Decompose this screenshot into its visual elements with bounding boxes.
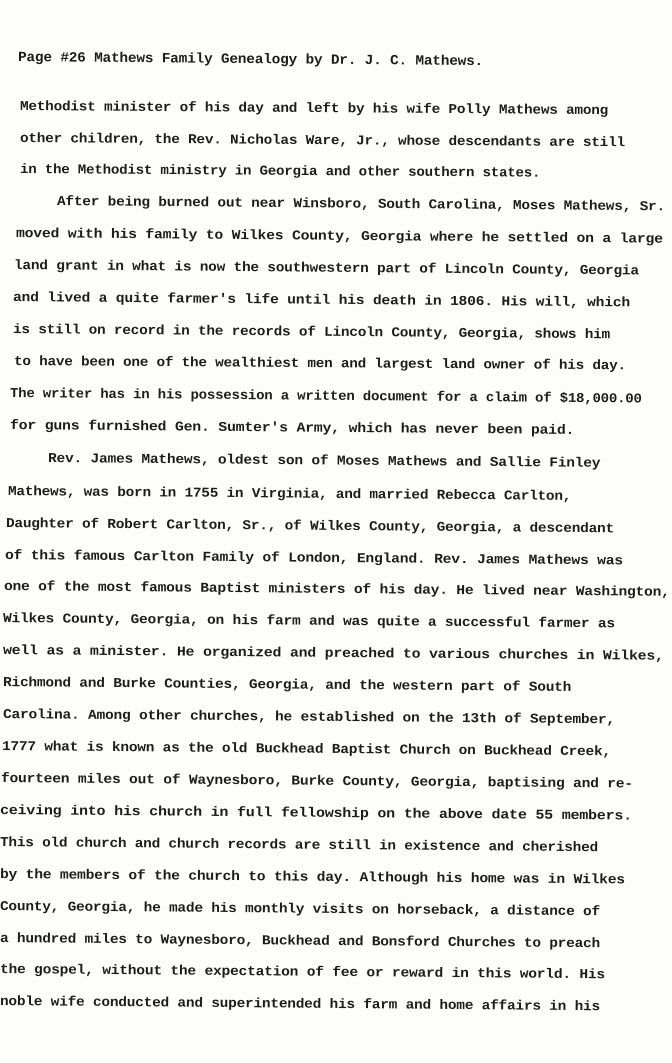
text-line: one of the most famous Baptist ministers of his day. He lived near Washington, [3, 580, 670, 601]
text-line: moved with his family to Wilkes County, Georgia where he settled on a large [15, 227, 663, 248]
text-line: a hundred miles to Waynesboro, Buckhead and Bonsford Churches to preach [0, 932, 601, 953]
text-line: is still on record in the records of Lincoln County, Georgia, shows him [12, 323, 611, 344]
text-line: for guns furnished Gen. Sumter's Army, which has never been paid. [9, 419, 575, 439]
text-line: noble wife conducted and superintended his farm and home affairs in his [0, 995, 601, 1016]
text-line: ceiving into his church in full fellowship on the above date 55 members. [0, 804, 633, 825]
text-line: Richmond and Burke Counties, Georgia, and the western part of South [2, 676, 572, 696]
text-line: by the members of the church to this day. Although his home was in Wilkes [0, 868, 625, 889]
text-line: in the Methodist ministry in Georgia and other southern states. [19, 163, 541, 182]
text-line: and lived a quite farmer's life until his death in 1806. His will, which [12, 291, 630, 312]
page-header: Page #26 Mathews Family Genealogy by Dr. J. C. Mathews. [17, 50, 484, 71]
text-line: land grant in what is now the southwestern part of Lincoln County, Georgia [13, 259, 639, 280]
text-line: County, Georgia, he made his monthly visits on horseback, a distance of [0, 900, 601, 921]
text-line: Daughter of Robert Carlton, Sr., of Wilkes County, Georgia, a descendant [5, 517, 615, 538]
text-line: well as a minister. He organized and preached to various churches in Wilkes, [2, 644, 664, 665]
text-line: Methodist minister of his day and left by his wife Polly Mathews among [19, 100, 609, 120]
text-line: Wilkes County, Georgia, on his farm and was quite a successful farmer as [2, 612, 616, 633]
text-line: to have been one of the wealthiest men and largest land owner of his day. [13, 355, 626, 375]
text-line: Rev. James Mathews, oldest son of Moses Mathews and Sallie Finley [47, 452, 601, 472]
text-line: This old church and church records are still in existence and cherished [0, 836, 599, 857]
text-line: After being burned out near Winsboro, South Carolina, Moses Mathews, Sr. [56, 195, 666, 216]
text-line: The writer has in his possession a written document for a claim of $18,000.00 [9, 387, 642, 408]
text-line: other children, the Rev. Nicholas Ware, Jr., whose descendants are still [19, 132, 625, 152]
text-line: the gospel, without the expectation of fee or reward in this world. His [0, 963, 606, 984]
text-line: fourteen miles out of Waynesboro, Burke County, Georgia, baptising and re- [0, 772, 633, 793]
text-line: Mathews, was born in 1755 in Virginia, and married Rebecca Carlton, [7, 485, 572, 505]
text-line: Carolina. Among other churches, he established on the 13th of September, [2, 708, 616, 729]
text-line: 1777 what is known as the old Buckhead Baptist Church on Buckhead Creek, [1, 740, 611, 761]
text-line: of this famous Carlton Family of London, England. Rev. James Mathews was [4, 549, 623, 570]
